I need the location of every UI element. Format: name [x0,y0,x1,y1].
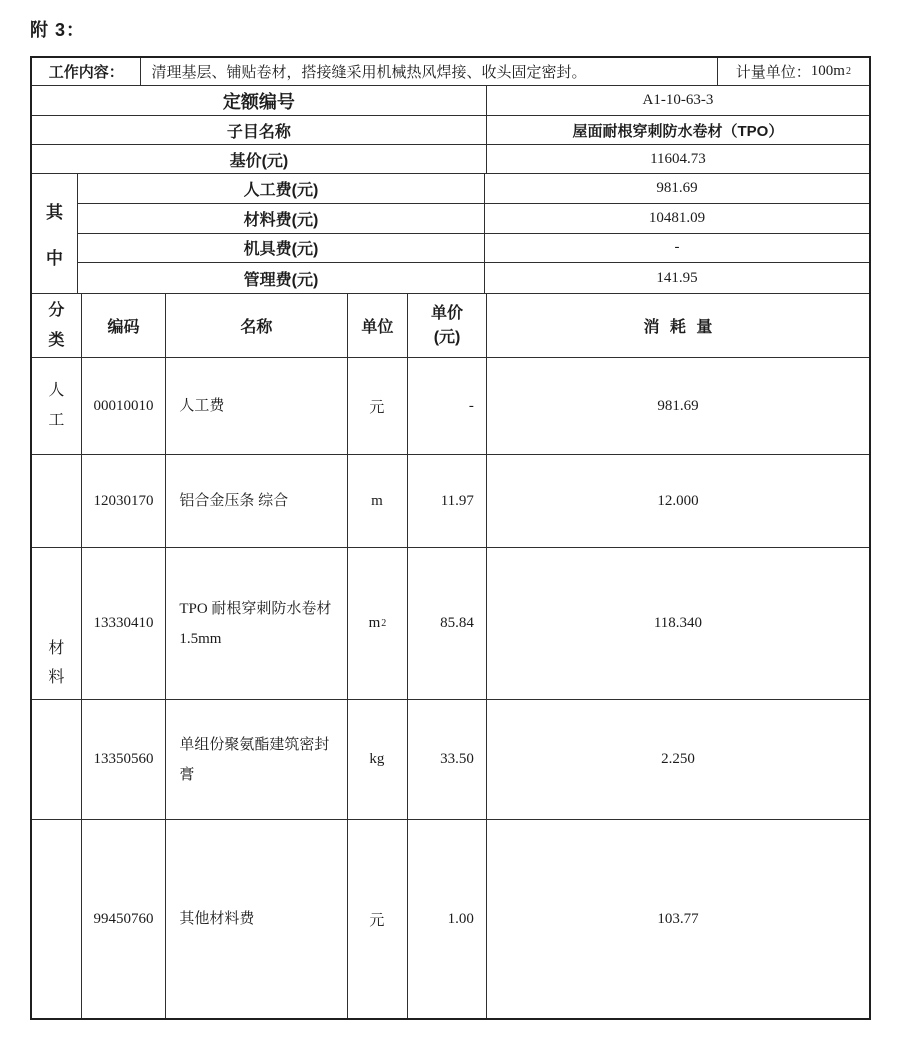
labor-cost-row [78,174,869,204]
machinery-cost-row [78,234,869,264]
management-cost-label: 管理费(元) [78,263,485,293]
name-cell: TPO 耐根穿刺防水卷材 1.5mm [166,548,347,699]
category-cell [32,820,82,1018]
unit-price-cell: 33.50 [408,700,487,819]
attachment-label: 附 3： [30,20,86,40]
consumption-cell: 12.000 [657,492,699,509]
header-code: 编码 [82,294,167,357]
material-cost-value: 10481.09 [648,209,706,226]
among-which-char-top: 其 [46,203,63,223]
unit-price-cell: 1.00 [408,820,487,1018]
quota-number-row [32,86,869,116]
base-price-row [32,145,869,174]
category-cell-material: 材料 [32,548,82,699]
table-row-labor [32,358,869,455]
header-consumption: 消耗量 [643,319,723,336]
subitem-name-row [32,116,869,145]
category-cell [32,700,82,819]
subitem-name-value: 屋面耐根穿刺防水卷材（TPO） [572,122,784,140]
name-cell: 单组份聚氨酯建筑密封膏 [166,700,347,819]
cost-breakdown-rows [78,174,869,293]
category-cell: 人工 [32,358,82,454]
work-content-row [32,58,869,86]
management-cost-row [78,263,869,293]
header-unit-price: 单价 (元) [408,294,487,357]
name-cell: 人工费 [166,358,347,454]
table-row-aluminum-strip [32,455,869,548]
table-row-other-materials [32,820,869,1018]
quota-number-value: A1-10-63-3 [642,92,714,108]
unit-price-cell: - [408,358,487,454]
consumption-cell: 118.340 [653,615,703,631]
measure-unit-label: 计量单位： [735,65,811,81]
unit-cell: m [348,455,409,547]
name-cell: 铝合金压条 综合 [166,455,347,547]
code-cell: 13330410 [82,548,167,699]
among-which-label [32,174,78,293]
measure-unit-value: 100m [810,63,845,79]
header-category: 分类 [32,294,82,357]
unit-cell: m 2 [348,548,409,699]
table-row-sealant [32,700,869,820]
subitem-name-label: 子目名称 [32,116,487,144]
machinery-cost-label: 机具费(元) [78,234,485,263]
labor-cost-label: 人工费(元) [78,174,485,203]
consumption-cell: 981.69 [657,397,699,414]
among-which-char-bottom: 中 [46,248,63,268]
material-cost-row [78,204,869,234]
work-content-text: 清理基层、铺贴卷材，搭接缝采用机械热风焊接、收头固定密封。 [141,58,717,85]
category-cell [32,455,82,547]
detail-header-row [32,294,869,358]
measure-unit-cell: 计量单位： 100m 2 [735,63,851,81]
base-price-label: 基价(元) [32,145,487,173]
code-cell: 13350560 [82,700,167,819]
material-cost-label: 材料费(元) [78,204,485,233]
unit-cell: 元 [348,358,409,454]
quota-table [30,56,871,1020]
header-name: 名称 [166,294,347,357]
unit-cell: kg [348,700,409,819]
base-price-value: 11604.73 [650,150,706,167]
quota-number-label: 定额编号 [32,86,487,115]
unit-price-cell: 85.84 [408,548,487,699]
consumption-cell: 2.250 [661,751,695,767]
labor-cost-value: 981.69 [656,179,698,196]
header-unit: 单位 [348,294,409,357]
work-content-label: 工作内容： [32,58,141,85]
management-cost-value: 141.95 [656,269,698,286]
machinery-cost-value: - [674,239,680,256]
code-cell: 12030170 [82,455,167,547]
table-row-tpo-membrane [32,548,869,700]
consumption-cell: 103.77 [657,910,699,927]
unit-price-cell: 11.97 [408,455,487,547]
code-cell: 99450760 [82,820,167,1018]
cost-breakdown-section [32,174,869,294]
unit-cell: 元 [348,820,409,1018]
code-cell: 00010010 [82,358,167,454]
name-cell: 其他材料费 [166,820,347,1018]
